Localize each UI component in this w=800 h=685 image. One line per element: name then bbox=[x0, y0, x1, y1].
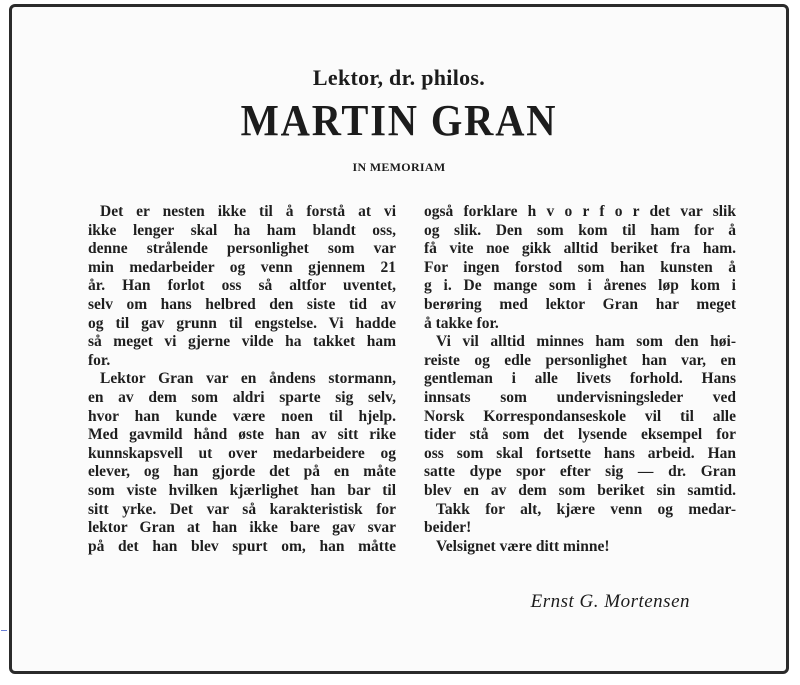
text-line: hvor han kunde være noen til hjelp. bbox=[88, 407, 396, 425]
text-line: Vi vil alltid minnes ham som den høi- bbox=[436, 333, 736, 351]
obituary-frame bbox=[9, 4, 789, 674]
text-line: beider! bbox=[424, 519, 472, 537]
text-column-right bbox=[424, 203, 736, 556]
text-line: Med gavmild hånd øste han av sitt rike bbox=[88, 426, 396, 444]
scan-edge-mark bbox=[1, 630, 7, 631]
text-line: min medarbeider og venn gjennem 21 bbox=[88, 258, 396, 276]
subtitle: Lektor, dr. philos. bbox=[312, 65, 486, 90]
text-line: denne strålende personlighet som var bbox=[88, 240, 396, 258]
page-title: MARTIN GRAN bbox=[240, 96, 558, 145]
text-line: For ingen forstod som han kunsten å bbox=[424, 258, 736, 276]
text-line: oss som skal fortsette hans arbeid. Han bbox=[424, 444, 736, 462]
text-line: g i. De mange som i årenes løp kom i bbox=[424, 277, 736, 295]
text-line: berøring med lektor Gran har meget bbox=[424, 295, 736, 313]
text-line: Det er nesten ikke til å forstå at vi bbox=[100, 203, 396, 220]
text-line: kunnskapsvell ut over medarbeidere og bbox=[88, 444, 396, 462]
section-label: IN MEMORIAM bbox=[352, 160, 446, 174]
text-line: selv om hans helbred den siste tid av bbox=[88, 295, 396, 313]
text-line: elever, og han gjorde det på en måte bbox=[88, 463, 396, 481]
text-line: Takk for alt, kjære venn og medar- bbox=[436, 500, 736, 518]
text-line: Norsk Korrespondanseskole vil til alle bbox=[424, 407, 736, 425]
text-line: sitt yrke. Det var så karakteristisk for bbox=[88, 500, 396, 518]
text-line: gentleman i alle livets forhold. Hans bbox=[424, 370, 736, 388]
text-line: også forklare h v o r f o r det var slik bbox=[424, 203, 736, 220]
text-line: og slik. Den som kom til ham for å bbox=[424, 221, 736, 239]
text-line: Lektor Gran var en åndens stormann, bbox=[100, 370, 396, 388]
text-line: Velsignet være ditt minne! bbox=[436, 537, 610, 555]
text-line: blev en av dem som beriket sin samtid. bbox=[424, 481, 736, 499]
text-line: å takke for. bbox=[424, 314, 499, 332]
text-line: år. Han forlot oss så altfor uventet, bbox=[88, 277, 396, 295]
text-line: som viste hvilken kjærlighet han bar til bbox=[88, 481, 396, 499]
text-line: ikke lenger skal ha ham blandt oss, bbox=[88, 221, 396, 239]
text-line: reiste og edle personlighet han var, en bbox=[424, 351, 736, 369]
text-line: en av dem som aldri sparte sig selv, bbox=[88, 388, 396, 406]
text-line: så meget vi gjerne vilde ha takket ham bbox=[88, 333, 396, 351]
text-line: få vite noe gikk alltid beriket fra ham. bbox=[424, 240, 736, 258]
text-line: og til gav grunn til engstelse. Vi hadde bbox=[88, 314, 396, 332]
text-column-left bbox=[88, 203, 396, 556]
text-line: lektor Gran at han ikke bare gav svar bbox=[88, 519, 396, 537]
text-line: satte dype spor efter sig — dr. Gran bbox=[424, 463, 736, 481]
text-line: for. bbox=[88, 351, 111, 369]
text-line: på det han blev spurt om, han måtte bbox=[88, 537, 396, 555]
signature: Ernst G. Mortensen bbox=[530, 591, 690, 612]
text-line: tider stå som det lysende eksempel for bbox=[424, 426, 736, 444]
text-line: innsats som undervisningsleder ved bbox=[424, 388, 736, 406]
